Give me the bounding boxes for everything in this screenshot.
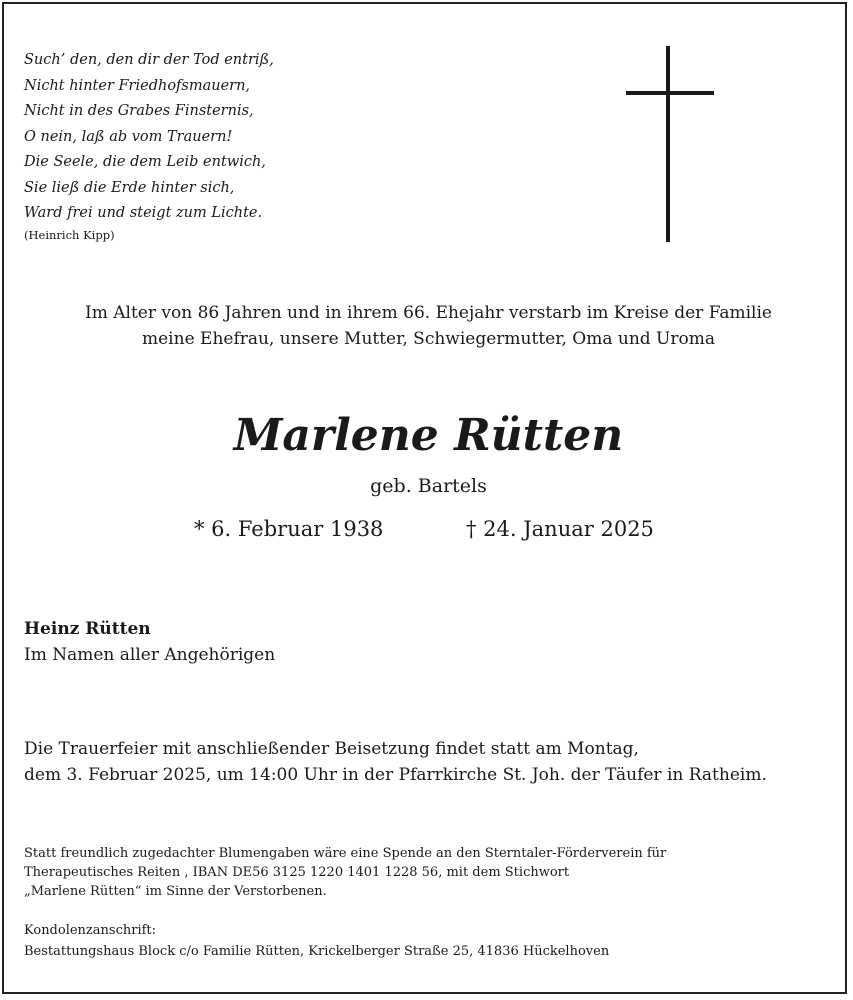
- latin-cross-icon: [626, 46, 718, 242]
- mourners-block: [24, 616, 275, 668]
- poem: [24, 48, 274, 243]
- donation-line: Statt freundlich zugedachter Blumengaben wäre eine Spende an den Sterntaler-Förderverein für: [24, 846, 667, 861]
- poem-author: (Heinrich Kipp): [24, 227, 115, 242]
- cross-horizontal-bar: [626, 91, 714, 95]
- funeral-service-info: [24, 736, 767, 788]
- maiden-name: geb. Bartels: [370, 475, 487, 497]
- obituary-card: [2, 2, 847, 994]
- cross-vertical-bar: [666, 46, 670, 242]
- announcement-intro: [4, 300, 853, 352]
- poem-line: Such’ den, den dir der Tod entriß,: [24, 52, 274, 68]
- birth-date: * 6. Februar 1938: [194, 517, 384, 541]
- donation-line: Therapeutisches Reiten , IBAN DE56 3125 1220 1401 1228 56, mit dem Stichwort: [24, 865, 570, 880]
- service-line: Die Trauerfeier mit anschließender Beisetzung findet statt am Montag,: [24, 739, 639, 759]
- mourner-note: Im Namen aller Angehörigen: [24, 645, 276, 665]
- service-line: dem 3. Februar 2025, um 14:00 Uhr in der Pfarrkirche St. Joh. der Täufer in Ratheim.: [24, 765, 767, 785]
- poem-line: Nicht hinter Friedhofsmauern,: [24, 77, 251, 94]
- mourner-name: Heinz Rütten: [24, 619, 151, 639]
- condolence-label: Kondolenzanschrift:: [24, 923, 157, 938]
- poem-line: Die Seele, die dem Leib entwich,: [24, 154, 266, 170]
- poem-line: Ward frei und steigt zum Lichte.: [24, 205, 263, 221]
- poem-line: O nein, laß ab vom Trauern!: [24, 128, 233, 145]
- donation-line: „Marlene Rütten“ im Sinne der Verstorbenen.: [24, 884, 327, 899]
- poem-line: Nicht in des Grabes Finsternis,: [24, 103, 254, 119]
- intro-line: meine Ehefrau, unsere Mutter, Schwiegermutter, Oma und Uroma: [142, 329, 715, 349]
- deceased-name: Marlene Rütten: [233, 410, 624, 461]
- poem-line: Sie ließ die Erde hinter sich,: [24, 179, 235, 196]
- condolence-address: [24, 920, 609, 962]
- condolence-address-line: Bestattungshaus Block c/o Familie Rütten, Krickelberger Straße 25, 41836 Hückelhoven: [24, 944, 610, 959]
- death-date: † 24. Januar 2025: [466, 517, 654, 541]
- donation-note: [24, 844, 666, 901]
- intro-line: Im Alter von 86 Jahren und in ihrem 66. Ehejahr verstarb im Kreise der Familie: [85, 303, 772, 323]
